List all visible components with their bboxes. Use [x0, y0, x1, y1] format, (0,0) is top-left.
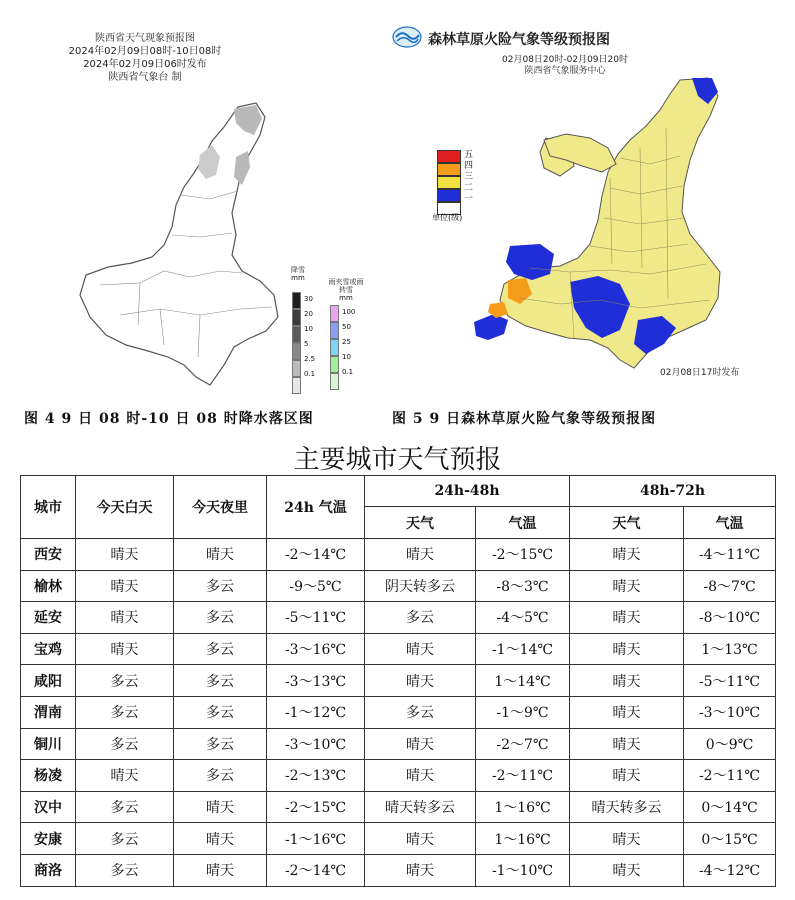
map1-header	[40, 32, 250, 84]
table-row	[21, 570, 776, 602]
map1-issued: 2024年02月09日06时发布	[83, 59, 207, 70]
cell-temp-24h: -9～5℃	[267, 570, 365, 602]
fire-level-swatch	[437, 163, 461, 176]
fire-risk-levels	[464, 150, 478, 205]
snow-legend-tick: 2.5	[304, 355, 316, 363]
snow-legend-swatch	[292, 360, 301, 377]
cell-city: 商洛	[21, 854, 76, 886]
snow-legend-tick: 5	[304, 340, 309, 348]
cell-weather-72h: 晴天	[570, 633, 684, 665]
province-outline	[80, 103, 278, 385]
cell-city: 榆林	[21, 570, 76, 602]
snow-legend-tick: 10	[304, 325, 313, 333]
map1-title: 陕西省天气现象预报图	[95, 33, 195, 44]
mix-legend-swatch	[330, 305, 339, 322]
cell-temp-72h: -5～11℃	[684, 665, 776, 697]
meteorological-logo-icon	[392, 26, 422, 48]
cell-city: 铜川	[21, 728, 76, 760]
cell-temp-24h: -5～11℃	[267, 602, 365, 634]
cell-city: 延安	[21, 602, 76, 634]
cell-day-weather: 晴天	[76, 539, 174, 571]
cell-temp-24h: -1～16℃	[267, 823, 365, 855]
cell-temp-48h: -2～7℃	[476, 728, 570, 760]
cell-day-weather: 晴天	[76, 602, 174, 634]
table-row	[21, 633, 776, 665]
table-row	[21, 854, 776, 886]
fire-legend-unit: 单位(级)	[432, 213, 463, 222]
cell-city: 咸阳	[21, 665, 76, 697]
mix-legend-swatch	[330, 322, 339, 339]
header-night: 今天夜里	[174, 476, 267, 539]
cell-city: 汉中	[21, 791, 76, 823]
map2-title: 森林草原火险气象等级预报图	[428, 32, 610, 48]
cell-weather-72h: 晴天	[570, 570, 684, 602]
snow-legend-bar	[292, 292, 301, 394]
table-row	[21, 823, 776, 855]
header-weather-72: 天气	[570, 507, 684, 539]
header-48-72h: 48h-72h	[570, 476, 776, 507]
table-body	[21, 539, 776, 887]
cell-temp-72h: 0～14℃	[684, 791, 776, 823]
level2-area-southwest	[506, 244, 554, 280]
snow-legend-swatch	[292, 292, 301, 309]
cell-city: 渭南	[21, 696, 76, 728]
map2-subtitle: 02月08日20时-02月09日20时 陕西省气象服务中心	[502, 55, 628, 76]
cell-day-weather: 多云	[76, 823, 174, 855]
table-row	[21, 696, 776, 728]
header-temp24: 24h 气温	[267, 476, 365, 539]
table-row	[21, 760, 776, 792]
cell-night-weather: 多云	[174, 728, 267, 760]
fire-level-label: 三	[464, 172, 474, 182]
mix-legend-swatch	[330, 356, 339, 373]
fire-level-swatch	[437, 189, 461, 202]
header-row-1	[21, 476, 776, 507]
cell-weather-48h: 晴天	[365, 728, 476, 760]
fire-level-label: 二	[464, 183, 474, 193]
map1-publisher: 陕西省气象台 制	[108, 72, 182, 83]
cell-weather-48h: 晴天	[365, 854, 476, 886]
header-weather-48: 天气	[365, 507, 476, 539]
fire-level-swatch	[437, 150, 461, 163]
cell-temp-72h: 0～15℃	[684, 823, 776, 855]
cell-weather-72h: 晴天	[570, 602, 684, 634]
cell-temp-48h: -2～15℃	[476, 539, 570, 571]
cell-temp-72h: -2～11℃	[684, 760, 776, 792]
cell-weather-72h: 晴天转多云	[570, 791, 684, 823]
cell-temp-24h: -3～16℃	[267, 633, 365, 665]
cell-temp-72h: -4～11℃	[684, 539, 776, 571]
cell-temp-72h: -8～7℃	[684, 570, 776, 602]
cell-temp-24h: -1～12℃	[267, 696, 365, 728]
cell-temp-24h: -2～14℃	[267, 854, 365, 886]
cell-night-weather: 多云	[174, 696, 267, 728]
cell-weather-48h: 晴天转多云	[365, 791, 476, 823]
cell-weather-48h: 晴天	[365, 665, 476, 697]
snow-legend-swatch	[292, 343, 301, 360]
cell-temp-24h: -3～13℃	[267, 665, 365, 697]
cell-night-weather: 多云	[174, 665, 267, 697]
snow-legend-swatch	[292, 377, 301, 394]
mix-legend-tick: 0.1	[342, 368, 354, 376]
table-row	[21, 791, 776, 823]
header-temp-48: 气温	[476, 507, 570, 539]
table-title: 主要城市天气预报	[293, 445, 502, 475]
mix-legend-swatch	[330, 373, 339, 390]
cell-weather-72h: 晴天	[570, 728, 684, 760]
fire-risk-legend	[437, 150, 461, 215]
cell-temp-72h: -4～12℃	[684, 854, 776, 886]
cell-temp-72h: 1～13℃	[684, 633, 776, 665]
fig4-caption: 图 4 9 日 08 时-10 日 08 时降水落区图	[24, 411, 314, 427]
cell-temp-48h: 1～16℃	[476, 823, 570, 855]
cell-temp-24h: -2～13℃	[267, 760, 365, 792]
snow-legend-swatch	[292, 326, 301, 343]
mix-legend-bar	[330, 305, 339, 390]
cell-day-weather: 多云	[76, 854, 174, 886]
cell-weather-72h: 晴天	[570, 760, 684, 792]
cell-night-weather: 晴天	[174, 539, 267, 571]
cell-temp-48h: 1～16℃	[476, 791, 570, 823]
cell-night-weather: 多云	[174, 760, 267, 792]
cell-weather-72h: 晴天	[570, 539, 684, 571]
cell-weather-72h: 晴天	[570, 854, 684, 886]
cell-weather-48h: 阴天转多云	[365, 570, 476, 602]
cell-weather-72h: 晴天	[570, 823, 684, 855]
map2-fire-risk-map	[470, 68, 730, 380]
header-24-48h: 24h-48h	[365, 476, 570, 507]
cell-temp-48h: -1～14℃	[476, 633, 570, 665]
cell-temp-72h: 0～9℃	[684, 728, 776, 760]
mix-legend-ticks	[342, 305, 364, 380]
cell-weather-48h: 多云	[365, 602, 476, 634]
cell-day-weather: 多云	[76, 791, 174, 823]
snow-legend-ticks	[304, 292, 324, 382]
mix-legend-title: 雨夹雪或雨转雪 mm	[328, 278, 364, 302]
map2-issued: 02月08日17时发布	[660, 368, 740, 378]
cell-temp-48h: -1～10℃	[476, 854, 570, 886]
snow-legend-tick: 30	[304, 295, 313, 303]
cell-night-weather: 多云	[174, 633, 267, 665]
cell-temp-48h: -1～9℃	[476, 696, 570, 728]
cell-temp-24h: -2～14℃	[267, 539, 365, 571]
fig5-caption: 图 5 9 日森林草原火险气象等级预报图	[392, 411, 657, 427]
snow-legend-tick: 20	[304, 310, 313, 318]
cell-night-weather: 多云	[174, 602, 267, 634]
cell-weather-48h: 晴天	[365, 760, 476, 792]
cell-temp-48h: -8～3℃	[476, 570, 570, 602]
cell-temp-72h: -3～10℃	[684, 696, 776, 728]
cell-temp-24h: -2～15℃	[267, 791, 365, 823]
cell-weather-72h: 晴天	[570, 665, 684, 697]
level2-area-west	[474, 314, 508, 340]
fire-level-label: 一	[464, 194, 474, 204]
map1-precipitation-map	[60, 95, 290, 395]
cell-temp-24h: -3～10℃	[267, 728, 365, 760]
cell-weather-48h: 晴天	[365, 823, 476, 855]
cell-night-weather: 多云	[174, 570, 267, 602]
cell-city: 西安	[21, 539, 76, 571]
cell-city: 宝鸡	[21, 633, 76, 665]
cell-city: 安康	[21, 823, 76, 855]
mix-legend-tick: 50	[342, 323, 351, 331]
city-forecast-table	[20, 475, 776, 887]
cell-day-weather: 多云	[76, 728, 174, 760]
cell-night-weather: 晴天	[174, 823, 267, 855]
cell-day-weather: 晴天	[76, 760, 174, 792]
cell-night-weather: 晴天	[174, 791, 267, 823]
fire-level-label: 五	[464, 150, 474, 160]
cell-day-weather: 多云	[76, 696, 174, 728]
table-row	[21, 665, 776, 697]
snow-legend-title: 降雪 mm	[291, 266, 305, 282]
cell-city: 杨凌	[21, 760, 76, 792]
mix-legend-tick: 25	[342, 338, 351, 346]
table-row	[21, 728, 776, 760]
cell-day-weather: 晴天	[76, 633, 174, 665]
cell-temp-48h: 1～14℃	[476, 665, 570, 697]
cell-day-weather: 多云	[76, 665, 174, 697]
cell-weather-48h: 多云	[365, 696, 476, 728]
snow-legend-swatch	[292, 309, 301, 326]
cell-weather-48h: 晴天	[365, 633, 476, 665]
cell-temp-48h: -4～5℃	[476, 602, 570, 634]
cell-weather-72h: 晴天	[570, 696, 684, 728]
cell-temp-72h: -8～10℃	[684, 602, 776, 634]
mix-legend-swatch	[330, 339, 339, 356]
cell-temp-48h: -2～11℃	[476, 760, 570, 792]
cell-weather-48h: 晴天	[365, 539, 476, 571]
header-city: 城市	[21, 476, 76, 539]
mix-legend-tick: 10	[342, 353, 351, 361]
mix-legend-tick: 100	[342, 308, 356, 316]
cell-day-weather: 晴天	[76, 570, 174, 602]
cell-night-weather: 晴天	[174, 854, 267, 886]
header-temp-72: 气温	[684, 507, 776, 539]
table-row	[21, 539, 776, 571]
fire-level-label: 四	[464, 161, 474, 171]
table-row	[21, 602, 776, 634]
fire-level-swatch	[437, 176, 461, 189]
snow-legend-tick: 0.1	[304, 370, 316, 378]
header-day: 今天白天	[76, 476, 174, 539]
map1-period: 2024年02月09日08时-10日08时	[68, 46, 222, 57]
